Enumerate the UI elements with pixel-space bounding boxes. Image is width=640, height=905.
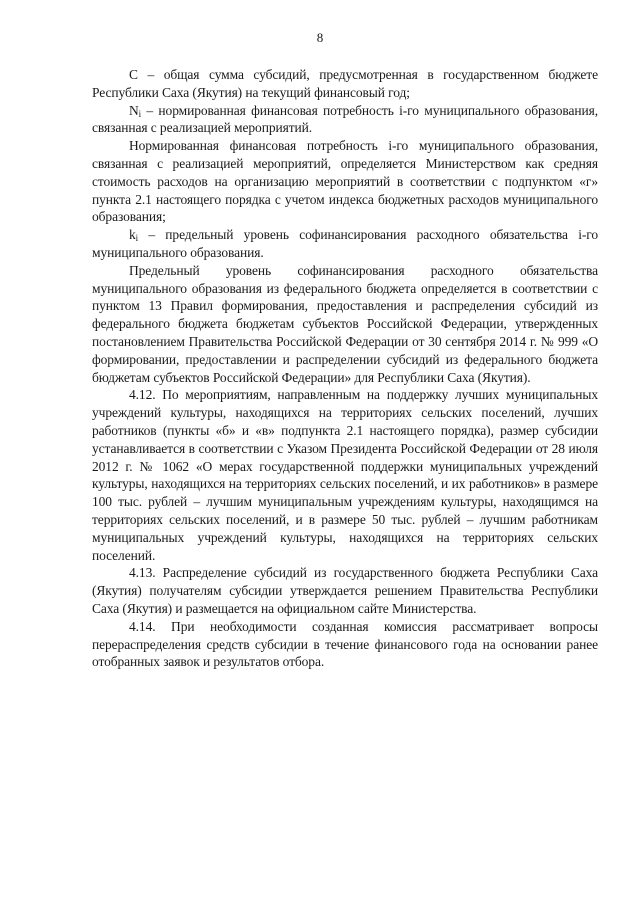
paragraph-text: – нормированная финансовая потребность i-го муниципального образования, связанная с реализацией мероприятий.	[92, 102, 598, 136]
paragraph-financial-need	[92, 137, 598, 226]
paragraph-4-13	[92, 564, 598, 617]
paragraph-4-14	[92, 618, 598, 671]
page-number: 8	[316, 30, 324, 45]
paragraph-4-12	[92, 386, 598, 564]
paragraph-text: 4.14. При необходимости созданная комиссия рассматривает вопросы перераспределения средств субсидии в течение финансового года на основании ранее отобранных заявок и результатов отбора.	[92, 618, 598, 670]
paragraph-cofinancing-level	[92, 262, 598, 387]
paragraph-text: С – общая сумма субсидий, предусмотренная в государственном бюджете Республики Саха (Якутия) на текущий финансовый год;	[92, 67, 598, 100]
document-body	[92, 66, 598, 671]
paragraph-ni-definition	[92, 102, 598, 138]
paragraph-ki-definition	[92, 226, 598, 262]
paragraph-c-definition	[92, 66, 598, 102]
formula-subscript: i	[138, 108, 142, 119]
paragraph-text: 4.13. Распределение субсидий из государственного бюджета Республики Саха (Якутия) получателям субсидии утверждается решением Правительства Республики Саха (Якутия) и размещается на официальном сайте Министерства.	[92, 565, 598, 616]
paragraph-text: Предельный уровень софинансирования расходного обязательства муниципального образования из федерального бюджета определяется в соответствии с пунктом 13 Правил формирования, предоставления и распределения субсидий из федерального бюджета бюджетам субъектов Российской Федерации, утвержденных постановлением Правительства Российской Федерации от 30 сентября 2014 г. № 999 «О формировании, предоставлении и распределении субсидий из федерального бюджета бюджетам субъектов Российской Федерации» для Республики Саха (Якутия).	[92, 262, 598, 385]
paragraph-text: Нормированная финансовая потребность i-го муниципального образования, связанная с реализацией мероприятий, определяется Министерством как средняя стоимость расходов на организацию мероприятий в соответствии с подпунктом «г» пункта 2.1 настоящего порядка с учетом индекса бюджетных расходов муниципального образования;	[92, 138, 598, 225]
formula-subscript: i	[135, 233, 139, 244]
formula-symbol: k	[129, 227, 136, 243]
paragraph-text: 4.12. По мероприятиям, направленным на поддержку лучших муниципальных учреждений культуры, находящихся на территориях сельских поселений, лучших работников (пункты «б» и «в» подпункта 2.1 настоящего порядка), размер субсидии устанавливается в соответствии с Указом Президента Российской Федерации от 28 июля 2012 г. № 1062 «О мерах государственной поддержки муниципальных учреждений культуры, находящихся на территориях сельских поселений, и их работников» в размере 100 тыс. рублей – лучшим муниципальным учреждениям культуры, находящимся на территориях сельских поселений, и в размере 50 тыс. рублей – лучшим работникам муниципальных учреждений культуры, находящихся на территориях сельских поселений.	[92, 387, 598, 563]
paragraph-text: – предельный уровень софинансирования расходного обязательства i-го муниципального образования.	[92, 227, 598, 260]
formula-symbol: N	[129, 102, 139, 118]
